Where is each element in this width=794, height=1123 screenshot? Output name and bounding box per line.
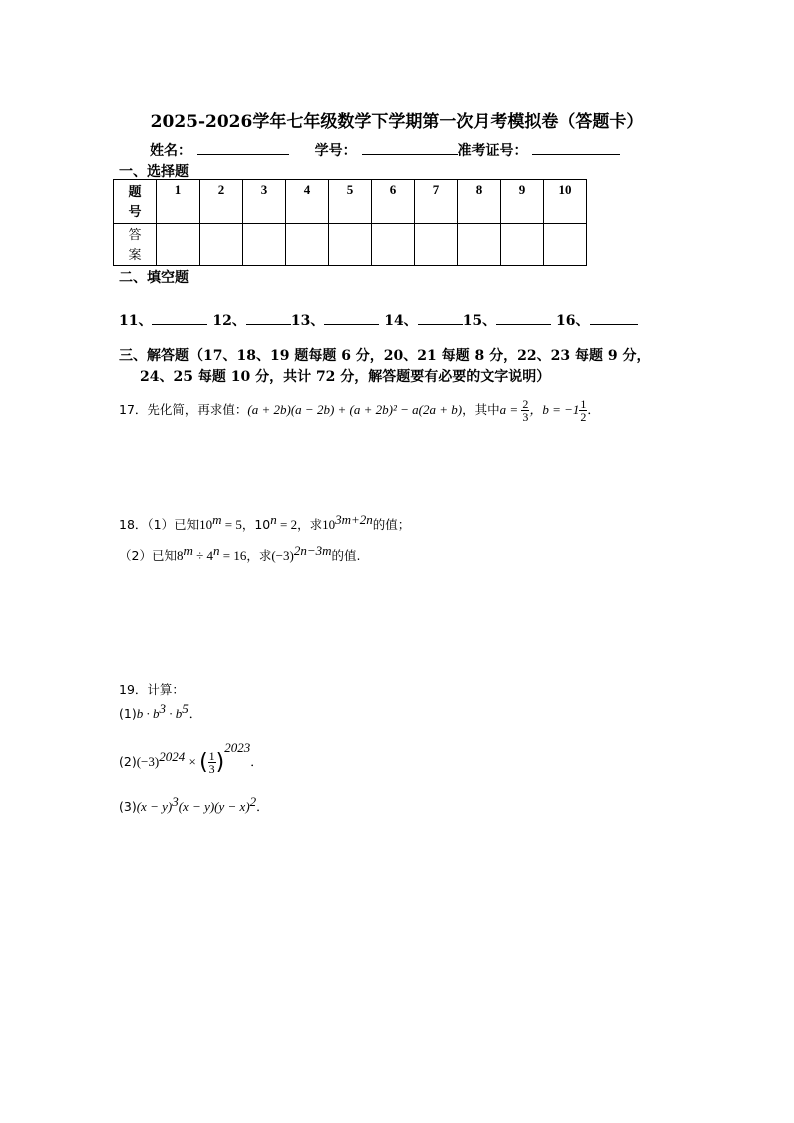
question-number-cell: 9 (501, 180, 544, 224)
question-number-cell: 4 (286, 180, 329, 224)
q17-b-denominator: 2 (580, 410, 587, 424)
fill-blank-13[interactable] (324, 310, 379, 325)
q18-c1-exponent: m (212, 512, 222, 527)
q19-p3-exp1: 3 (172, 794, 179, 809)
question-number-cell: 2 (200, 180, 243, 224)
answer-cell[interactable] (286, 224, 329, 266)
q19-p1-exp1: 3 (159, 701, 166, 716)
q17-end: ． (587, 402, 600, 417)
id-blank[interactable] (362, 140, 458, 155)
question-number-header: 题号 (114, 180, 157, 224)
fill-label-12: 12、 (212, 313, 246, 329)
q17-mid: ，其中 (462, 402, 500, 417)
q19-p2-base: (−3) (136, 754, 160, 769)
fill-blank-11[interactable] (152, 310, 207, 325)
q18-c2-value: = 2 (276, 517, 298, 533)
q18-c2: ，10 (241, 517, 271, 533)
question-18-part2 (119, 543, 361, 564)
question-18-part1 (119, 512, 410, 533)
q19-p3-expr1: (x − y) (136, 799, 173, 815)
answer-cell[interactable] (458, 224, 501, 266)
question-number-cell: 1 (157, 180, 200, 224)
student-info-line (150, 140, 620, 160)
page-title: 2025-2026学年七年级数学下学期第一次月考模拟卷（答题卡） (150, 112, 644, 132)
q19-p2-numerator: 1 (208, 749, 215, 763)
exam-label: 准考证号： (457, 143, 528, 159)
answer-cell[interactable] (544, 224, 587, 266)
question-17 (119, 398, 600, 423)
fill-blank-16[interactable] (590, 310, 638, 325)
q18-part2-ask: ，求 (246, 548, 272, 564)
q19-p2-denominator: 3 (208, 762, 215, 776)
q18-target: 10 (322, 517, 336, 533)
fill-label-14: 14、 (384, 313, 418, 329)
exam-blank[interactable] (532, 140, 620, 155)
q19-p3-end: ． (256, 799, 269, 815)
question-number-cell: 8 (458, 180, 501, 224)
answer-cell[interactable] (200, 224, 243, 266)
question-number-cell: 6 (372, 180, 415, 224)
fill-label-11: 11、 (119, 313, 153, 329)
answer-cell[interactable] (372, 224, 415, 266)
q18-part2-end: 的值. (331, 548, 361, 564)
q19-p2-right-paren: ) (215, 750, 225, 775)
fill-blank-14[interactable] (418, 310, 463, 325)
q17-expression: (a + 2b)(a − 2b) + (a + 2b)² − a(2a + b) (247, 402, 463, 417)
q19-p2-left-paren: ( (199, 750, 208, 775)
answer-cell[interactable] (329, 224, 372, 266)
name-blank[interactable] (197, 140, 289, 155)
q19-p3-prefix: (3) (119, 799, 137, 815)
q18-part2-exp2: n (212, 543, 220, 558)
fill-blank-15[interactable] (496, 310, 551, 325)
q18-part2-base: 8 (176, 548, 184, 564)
q17-b-numerator: 1 (580, 397, 587, 411)
question-number-cell: 10 (544, 180, 587, 224)
q18-c1: 10 (199, 517, 213, 533)
q19-p2-end: ． (250, 754, 263, 769)
q17-a-numerator: 2 (522, 397, 529, 411)
fill-blank-12[interactable] (246, 310, 291, 325)
fill-blank-line (119, 310, 638, 330)
answer-cell[interactable] (157, 224, 200, 266)
name-label: 姓名： (150, 143, 192, 159)
table-row-answers (114, 224, 587, 266)
q18-part2-prefix: （2）已知 (119, 548, 177, 564)
q18-c2-exponent: n (270, 512, 277, 527)
q18-part2-value: = 16 (219, 548, 247, 564)
q17-b-eq: ，b = −1 (529, 402, 580, 417)
q18-part2-target: (−3) (271, 548, 294, 564)
question-number-cell: 5 (329, 180, 372, 224)
q18-c1-value: = 5 (221, 517, 242, 533)
q19-p2-times: × (185, 754, 200, 769)
section-choice-heading: 一、选择题 (119, 164, 189, 180)
answer-table (113, 179, 587, 266)
q19-p3-expr2: (x − y)(y − x) (178, 799, 250, 815)
fill-label-16: 16、 (556, 313, 590, 329)
q19-p2-fraction (208, 750, 216, 775)
question-number-cell: 3 (243, 180, 286, 224)
q19-p2-exp2: 2023 (224, 740, 251, 755)
q19-p1-prefix: (1) (119, 706, 137, 722)
section-fill-heading: 二、填空题 (119, 270, 189, 286)
q18-part2-target-exponent: 2n−3m (293, 543, 332, 558)
answer-cell[interactable] (501, 224, 544, 266)
answer-cell[interactable] (415, 224, 458, 266)
question-19-part2 (119, 740, 263, 775)
q17-prefix: 17．先化简，再求值： (119, 402, 248, 417)
question-19-part3 (119, 794, 269, 815)
q18-part1-end: 的值； (372, 517, 411, 533)
q18-target-exponent: 3m+2n (335, 512, 373, 527)
answer-cell[interactable] (243, 224, 286, 266)
q19-p1-exp2: 5 (182, 701, 189, 716)
answer-header: 答案 (114, 224, 157, 266)
id-label: 学号： (314, 143, 357, 159)
section-answer-heading-line2: 24、25 每题 10 分，共计 72 分，解答题要有必要的文字说明） (140, 369, 551, 385)
question-number-cell: 7 (415, 180, 458, 224)
q19-p1-expr: b · b (136, 706, 160, 722)
q19-p3-exp2: 2 (249, 794, 257, 809)
q18-part1-prefix: 18．（1）已知 (119, 517, 200, 533)
question-19-label: 19．计算： (119, 682, 185, 697)
fill-label-15: 15、 (462, 313, 497, 329)
q18-part1-ask: ，求 (297, 517, 323, 533)
q17-a-eq: a = (499, 402, 522, 417)
question-19-part1 (119, 701, 201, 722)
q19-p1-mid: · b (165, 706, 183, 722)
q19-p2-prefix: (2) (119, 754, 137, 769)
fill-label-13: 13、 (290, 313, 325, 329)
q18-part2-exp1: m (183, 543, 193, 558)
table-row-numbers (114, 180, 587, 224)
q19-p2-exp1: 2024 (159, 748, 186, 764)
q18-part2-divide: ÷ 4 (192, 548, 213, 564)
q17-a-denominator: 3 (522, 410, 529, 424)
section-answer-heading-line1: 三、解答题（17、18、19 题每题 6 分，20、21 每题 8 分，22、23 每题 9 分， (119, 348, 651, 364)
q19-p1-end: ． (188, 706, 202, 722)
